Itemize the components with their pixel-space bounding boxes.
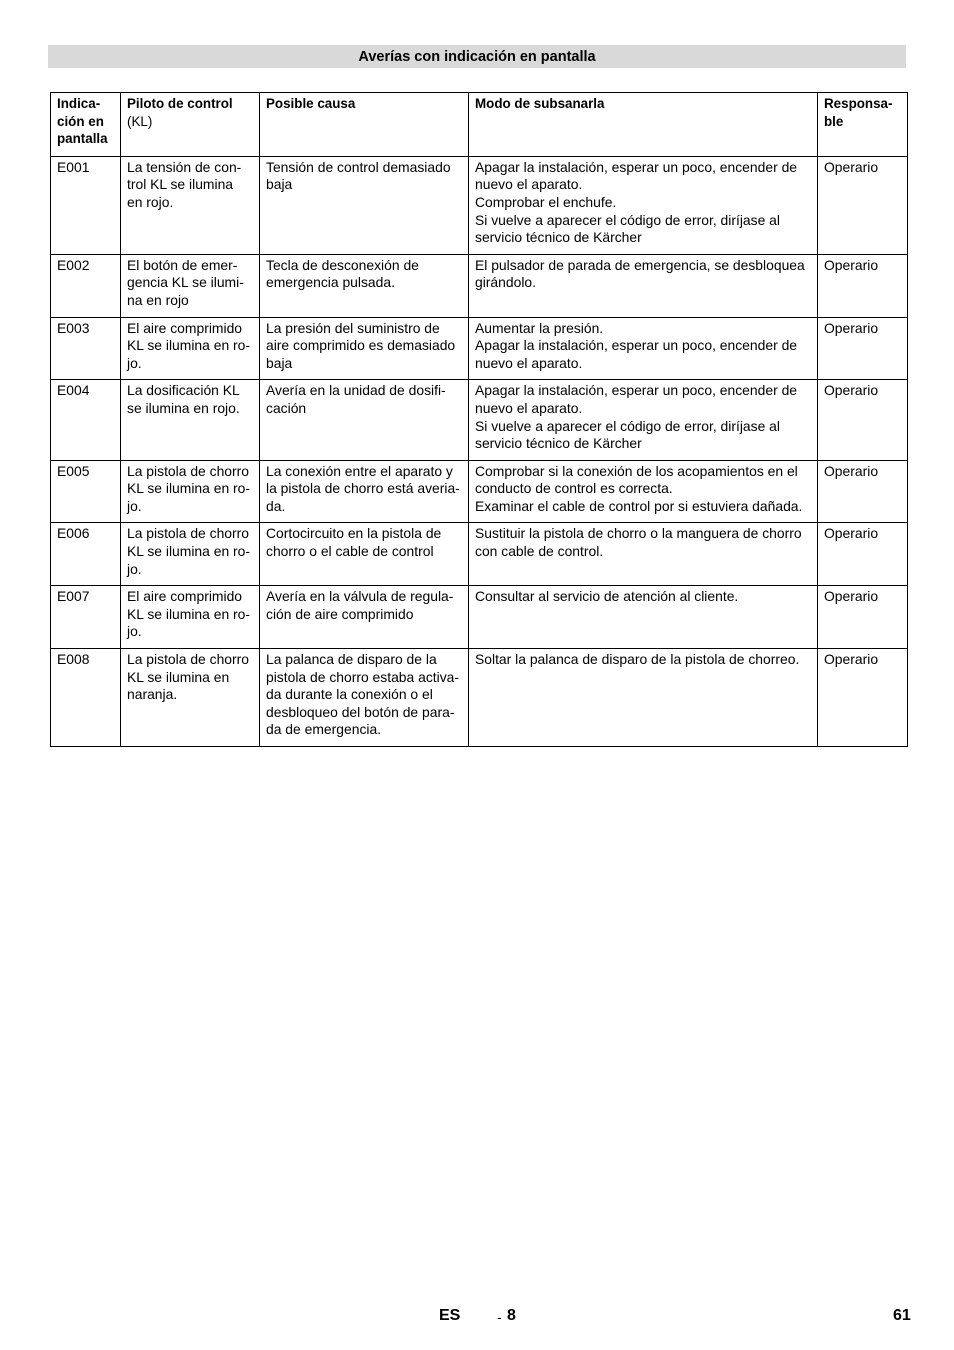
section-title: Averías con indicación en pantalla [48, 45, 906, 68]
cell-remedy: Comprobar si la conexión de los acopamientos en el conducto de control es correcta. Examinar el cable de control por si estuviera dañada. [469, 460, 818, 523]
cell-code: E001 [51, 156, 121, 254]
header-responsable: Responsa- ble [818, 93, 908, 157]
cell-pilot: La pistola de chorro KL se ilumina en ro- jo. [121, 460, 260, 523]
cell-responsible: Operario [818, 380, 908, 460]
table-row [51, 649, 908, 747]
cell-code: E005 [51, 460, 121, 523]
page-number: 61 [893, 1307, 911, 1324]
cell-responsible: Operario [818, 586, 908, 649]
cell-code: E006 [51, 523, 121, 586]
cell-code: E003 [51, 317, 121, 380]
cell-cause: La presión del suministro de aire comprimido es demasiado baja [260, 317, 469, 380]
cell-responsible: Operario [818, 254, 908, 317]
header-modo: Modo de subsanarla [469, 93, 818, 157]
cell-responsible: Operario [818, 649, 908, 747]
cell-remedy: Soltar la palanca de disparo de la pistola de chorreo. [469, 649, 818, 747]
header-indicacion: Indica- ción en pantalla [51, 93, 121, 157]
table-row [51, 156, 908, 254]
cell-responsible: Operario [818, 156, 908, 254]
table-header-row [51, 93, 908, 157]
cell-cause: Avería en la válvula de regula- ción de aire comprimido [260, 586, 469, 649]
footer-language: ES [439, 1307, 461, 1324]
table-row [51, 586, 908, 649]
cell-remedy: Sustituir la pistola de chorro o la manguera de chorro con cable de control. [469, 523, 818, 586]
cell-pilot: El botón de emer- gencia KL se ilumi- na en rojo [121, 254, 260, 317]
cell-code: E002 [51, 254, 121, 317]
cell-responsible: Operario [818, 523, 908, 586]
cell-cause: La palanca de disparo de la pistola de chorro estaba activa- da durante la conexión o el desbloqueo del botón de para- da de emergencia. [260, 649, 469, 747]
cell-pilot: El aire comprimido KL se ilumina en ro- jo. [121, 317, 260, 380]
cell-responsible: Operario [818, 317, 908, 380]
cell-code: E004 [51, 380, 121, 460]
cell-cause: Avería en la unidad de dosifi- cación [260, 380, 469, 460]
header-piloto [121, 93, 260, 157]
table-row [51, 460, 908, 523]
cell-cause: Tecla de desconexión de emergencia pulsada. [260, 254, 469, 317]
table-row [51, 523, 908, 586]
header-piloto-label: Piloto de control [127, 96, 233, 111]
cell-remedy: Apagar la instalación, esperar un poco, encender de nuevo el aparato. Si vuelve a aparecer el código de error, diríjase al servicio técnico de Kärcher [469, 380, 818, 460]
table-row [51, 380, 908, 460]
cell-cause: Tensión de control demasiado baja [260, 156, 469, 254]
cell-remedy: Aumentar la presión. Apagar la instalación, esperar un poco, encender de nuevo el aparato. [469, 317, 818, 380]
fault-table [50, 92, 908, 747]
cell-code: E008 [51, 649, 121, 747]
cell-cause: La conexión entre el aparato y la pistola de chorro está averia- da. [260, 460, 469, 523]
cell-cause: Cortocircuito en la pistola de chorro o el cable de control [260, 523, 469, 586]
table-row [51, 317, 908, 380]
cell-code: E007 [51, 586, 121, 649]
cell-pilot: El aire comprimido KL se ilumina en ro- jo. [121, 586, 260, 649]
cell-pilot: La pistola de chorro KL se ilumina en naranja. [121, 649, 260, 747]
cell-remedy: Consultar al servicio de atención al cliente. [469, 586, 818, 649]
cell-remedy: El pulsador de parada de emergencia, se desbloquea girándolo. [469, 254, 818, 317]
cell-pilot: La dosificación KL se ilumina en rojo. [121, 380, 260, 460]
cell-pilot: La pistola de chorro KL se ilumina en ro- jo. [121, 523, 260, 586]
cell-pilot: La tensión de con- trol KL se ilumina en rojo. [121, 156, 260, 254]
table-row [51, 254, 908, 317]
header-causa: Posible causa [260, 93, 469, 157]
header-piloto-sub: (KL) [127, 113, 153, 129]
footer-dash: - [497, 1309, 502, 1325]
cell-remedy: Apagar la instalación, esperar un poco, encender de nuevo el aparato. Comprobar el enchufe. Si vuelve a aparecer el código de error, diríjase al servicio técnico de Kärcher [469, 156, 818, 254]
footer-subpage: 8 [507, 1307, 516, 1324]
cell-responsible: Operario [818, 460, 908, 523]
